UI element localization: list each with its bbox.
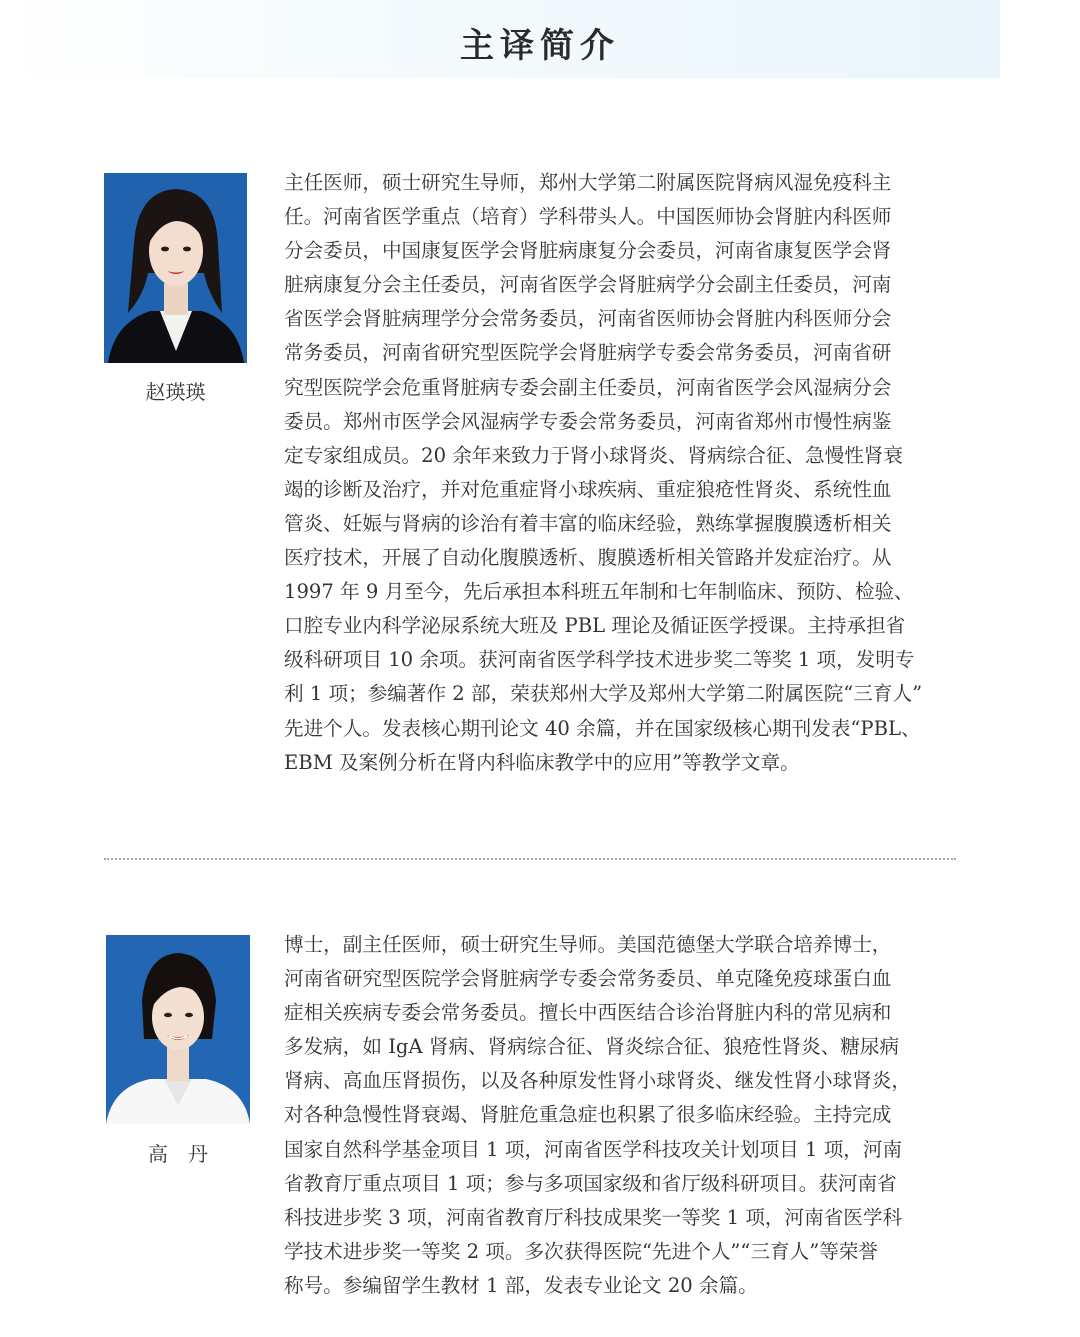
section-divider [104, 858, 956, 860]
bio-line: 肾病、高血压肾损伤，以及各种原发性肾小球肾炎、继发性肾小球肾炎， [284, 1069, 911, 1093]
bio-line: 常务委员，河南省研究型医院学会肾脏病学专委会常务委员，河南省研 [284, 341, 892, 365]
translator-name-2: 高 丹 [148, 1142, 208, 1166]
portrait-photo-1 [104, 173, 247, 363]
bio-line: 定专家组成员。20 余年来致力于肾小球肾炎、肾病综合征、急慢性肾衰 [284, 443, 903, 467]
bio-line: 先进个人。发表核心期刊论文 40 余篇，并在国家级核心期刊发表“PBL、 [284, 716, 921, 740]
bio-line: 博士，副主任医师，硕士研究生导师。美国范德堡大学联合培养博士， [284, 933, 892, 956]
bio-line: 管炎、妊娠与肾病的诊治有着丰富的临床经验，熟练掌握腹膜透析相关 [284, 511, 892, 535]
bio-line: 河南省研究型医院学会肾脏病学专委会常务委员、单克隆免疫球蛋白血 [284, 967, 892, 991]
bio-line: 症相关疾病专委会常务委员。擅长中西医结合诊治肾脏内科的常见病和 [284, 1001, 892, 1025]
portrait-photo-2 [106, 935, 250, 1124]
translator-name-1: 赵瑛瑛 [145, 380, 206, 404]
bio-line: 省教育厅重点项目 1 项；参与多项国家级和省厅级科研项目。获河南省 [284, 1171, 897, 1195]
bio-line: 对各种急慢性肾衰竭、肾脏危重急症也积累了很多临床经验。主持完成 [284, 1103, 892, 1127]
bio-line: 医疗技术，开展了自动化腹膜透析、腹膜透析相关管路并发症治疗。从 [284, 546, 892, 570]
bio-line: 究型医院学会危重肾脏病专委会副主任委员，河南省医学会风湿病分会 [284, 375, 892, 399]
bio-line: 委员。郑州市医学会风湿病学专委会常务委员，河南省郑州市慢性病鉴 [284, 409, 892, 433]
bio-line: 1997 年 9 月至今，先后承担本科班五年制和七年制临床、预防、检验、 [284, 580, 914, 604]
bio-line: 多发病，如 IgA 肾病、肾病综合征、肾炎综合征、狼疮性肾炎、糖尿病 [284, 1035, 900, 1059]
bio-line: 脏病康复分会主任委员，河南省医学会肾脏病学分会副主任委员，河南 [284, 273, 892, 297]
bio-line: 科技进步奖 3 项，河南省教育厅科技成果奖一等奖 1 项，河南省医学科 [284, 1205, 903, 1229]
bio-line: 省医学会肾脏病理学分会常务委员，河南省医师协会肾脏内科医师分会 [284, 307, 892, 331]
bio-line: 任。河南省医学重点（培育）学科带头人。中国医师协会肾脏内科医师 [284, 205, 892, 229]
translator-bio-1 [284, 166, 956, 780]
bio-line: 口腔专业内科学泌尿系统大班及 PBL 理论及循证医学授课。主持承担省 [284, 614, 906, 638]
bio-line: 级科研项目 10 余项。获河南省医学科学技术进步奖二等奖 1 项，发明专 [284, 648, 915, 672]
bio-line: 称号。参编留学生教材 1 部，发表专业论文 20 余篇。 [284, 1273, 758, 1297]
bio-line: 分会委员，中国康复医学会肾脏病康复分会委员，河南省康复医学会肾 [284, 239, 892, 263]
bio-line: 学技术进步奖一等奖 2 项。多次获得医院“先进个人”“三育人”等荣誉 [284, 1239, 879, 1263]
bio-line: 主任医师，硕士研究生导师，郑州大学第二附属医院肾病风湿免疫科主 [284, 171, 892, 194]
bio-line: 竭的诊断及治疗，并对危重症肾小球疾病、重症狼疮性肾炎、系统性血 [284, 477, 892, 501]
bio-line: 国家自然科学基金项目 1 项，河南省医学科技攻关计划项目 1 项，河南 [284, 1137, 903, 1161]
bio-line: 利 1 项；参编著作 2 部，荣获郑州大学及郑州大学第二附属医院“三育人” [284, 682, 923, 706]
translator-bio-2 [284, 928, 956, 1303]
bio-line: EBM 及案例分析在肾内科临床教学中的应用”等教学文章。 [284, 750, 800, 774]
page-title: 主译简介 [460, 26, 620, 66]
